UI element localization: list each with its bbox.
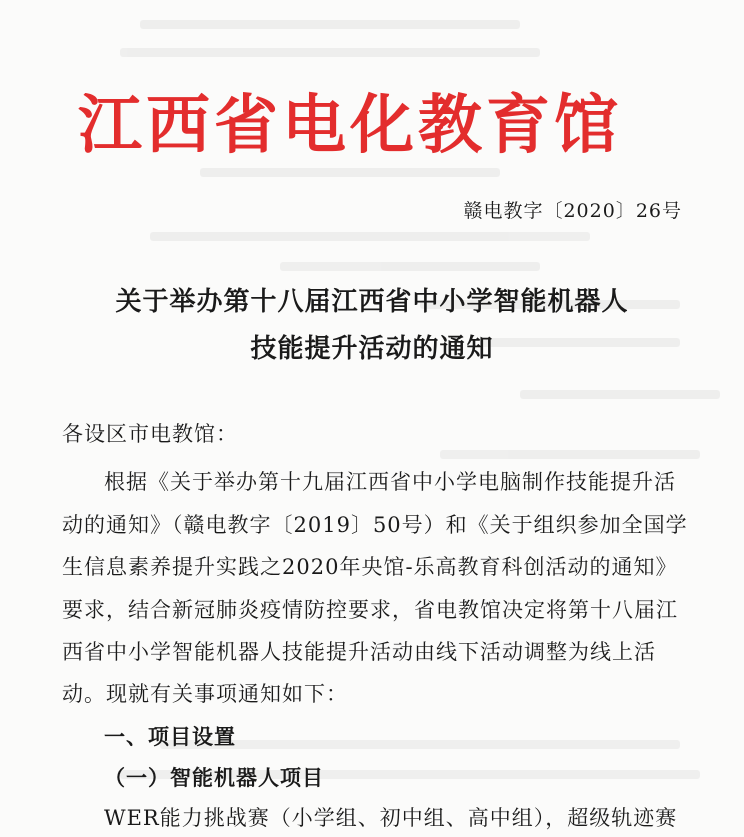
paragraph-line: 根据《关于举办第十九届江西省中小学电脑制作技能提升活	[104, 470, 676, 494]
paragraph-line: 动。现就有关事项通知如下：	[62, 682, 348, 706]
document-number: 赣电教字〔2020〕26号	[463, 200, 682, 222]
issuing-organization: 江西省电化教育馆	[78, 88, 622, 163]
subsection-heading: （一）智能机器人项目	[104, 766, 324, 790]
paragraph-line: 动的通知》（赣电教字〔2019〕50号）和《关于组织参加全国学	[62, 513, 688, 537]
cutoff-paragraph-line: WER能力挑战赛（小学组、初中组、高中组），超级轨迹赛	[104, 806, 678, 830]
document-title-line-2: 技能提升活动的通知	[250, 334, 494, 364]
paragraph-line: 要求，结合新冠肺炎疫情防控要求，省电教馆决定将第十八届江	[62, 598, 678, 622]
paragraph-line: 西省中小学智能机器人技能提升活动由线下活动调整为线上活	[62, 640, 656, 664]
section-heading: 一、项目设置	[104, 725, 236, 749]
salutation: 各设区市电教馆：	[62, 422, 238, 446]
paragraph-line: 生信息素养提升实践之2020年央馆-乐高教育科创活动的通知》	[62, 555, 678, 579]
document-title-line-1: 关于举办第十八届江西省中小学智能机器人	[115, 287, 629, 317]
